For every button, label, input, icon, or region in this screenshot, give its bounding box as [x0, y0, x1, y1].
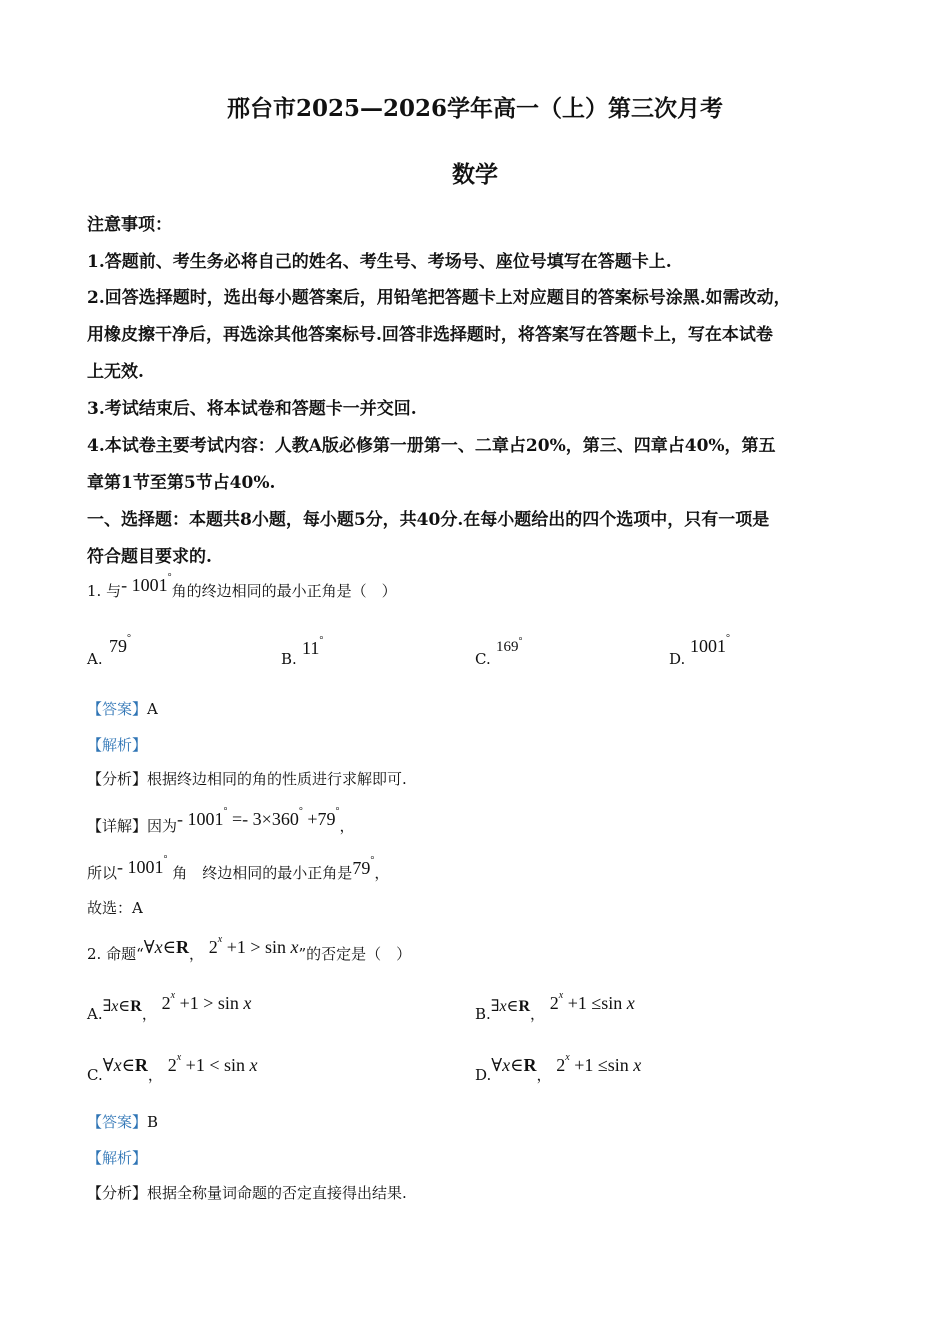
notice-heading: 注意事项： [87, 215, 172, 235]
q1-detail: 【详解】因为- 1001° =- 3×360° +79°， [87, 806, 355, 835]
q2-option-d[interactable]: D.∀x∈R， 2$^x$ +1 ≤sin x [475, 1052, 642, 1084]
q2-stem: 2. 命题“∀x∈R， 2$^x$ +1 > sin x”的否定是（ ） [87, 934, 412, 963]
notice-item-2-line-2: 用橡皮擦干净后，再选涂其他答案标号.回答非选择题时，将答案写在答题卡上，写在本试卷 [87, 325, 773, 345]
notice-item-4-line-1: 4.本试卷主要考试内容：人教A版必修第一册第一、二章占20%，第三、四章占40%，第五 [87, 436, 776, 456]
q1-option-d-value: 1001° [690, 633, 730, 656]
subject-title: 数学 [452, 161, 498, 188]
notice-item-2-line-3: 上无效. [87, 362, 144, 382]
q1-choose: 故选：A [87, 899, 143, 917]
q1-answer: 【答案】A [87, 700, 158, 718]
section-1-line-2: 符合题目要求的. [87, 547, 212, 567]
q1-option-b-value: 11° [302, 635, 324, 658]
q2-option-b[interactable]: B.∃x∈R， 2$^x$ +1 ≤sin x [475, 990, 635, 1023]
notice-item-2-line-1: 2.回答选择题时，选出每小题答案后，用铅笔把答题卡上对应题目的答案标号涂黑.如需改动， [87, 288, 791, 308]
notice-item-1: 1.答题前、考生务必将自己的姓名、考生号、考场号、座位号填写在答题卡上. [87, 252, 672, 272]
q2-option-c[interactable]: C.∀x∈R， 2$^x$ +1 < sin x [87, 1052, 258, 1084]
q1-option-d-label[interactable]: D. [669, 650, 686, 668]
q1-option-a-value: 79° [109, 633, 131, 656]
q1-angle: - 1001° [121, 572, 172, 595]
notice-item-3: 3.考试结束后、将本试卷和答题卡一并交回. [87, 399, 417, 419]
section-1-line-1: 一、选择题：本题共8小题，每小题5分，共40分.在每小题给出的四个选项中，只有一项是 [87, 510, 770, 530]
q1-option-c-label[interactable]: C. [475, 650, 491, 668]
q2-statement: ∀x∈R [143, 937, 189, 957]
q1-conclusion: 所以- 1001° 角 终边相同的最小正角是79°， [87, 854, 390, 882]
q1-fenxi: 【分析】根据终边相同的角的性质进行求解即可. [87, 770, 407, 788]
exam-title: 邢台市2025—2026学年高一（上）第三次月考 [226, 95, 724, 122]
q2-analysis-tag: 【解析】 [87, 1149, 148, 1167]
q1-option-b-label[interactable]: B. [281, 650, 297, 668]
q1-suffix: 角的终边相同的最小正角是（ ） [171, 582, 397, 600]
q1-detail-equation: - 1001° =- 3×360° +79° [177, 806, 340, 829]
q1-option-a-label[interactable]: A. [87, 650, 103, 668]
q2-option-a[interactable]: A.∃x∈R， 2$^x$ +1 > sin x [87, 990, 252, 1023]
q1-option-c-value: 169° [496, 636, 523, 655]
q1-prefix: 1. 与 [87, 582, 122, 600]
q2-answer: 【答案】B [87, 1113, 159, 1131]
q2-fenxi: 【分析】根据全称量词命题的否定直接得出结果. [87, 1184, 407, 1202]
notice-item-4-line-2: 章第1节至第5节占40%. [87, 473, 276, 493]
q1-stem [87, 572, 397, 601]
q1-analysis-tag: 【解析】 [87, 736, 148, 754]
